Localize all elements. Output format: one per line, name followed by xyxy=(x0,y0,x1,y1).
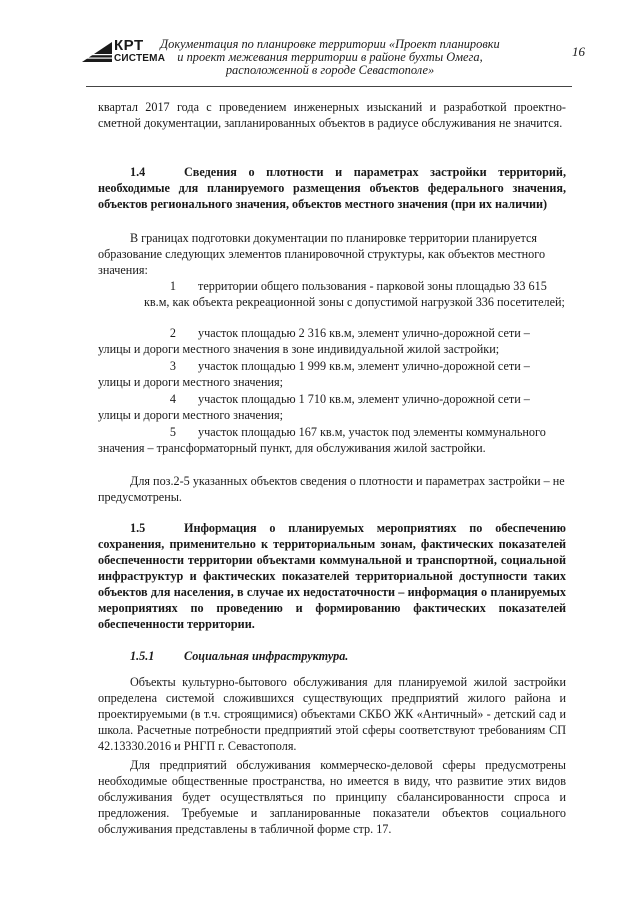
section-1-5-1-paragraph-2: Для предприятий обслуживания коммерческо-деловой сферы предусмотрены необходимые общественные пространства, но имеется в виду, что развитие этих видов обслуживания будет осуществляться по принципу сбалансированности спроса и предложения. Требуемые и запланированные показатели объектов социального обслуживания представлены в табличной форме стр. 17. xyxy=(98,758,566,836)
list-item-continuation: улицы и дороги местного значения; xyxy=(98,408,283,422)
section-1-4-title: Сведения о плотности и параметрах застройки территорий, необходимые для планируемого размещения объектов федерального значения, объектов регионального значения, объектов местного значения (при их наличии) xyxy=(98,165,566,211)
section-1-4-heading xyxy=(98,164,566,212)
list-item-text: участок площадью 2 316 кв.м, элемент улично-дорожной сети – xyxy=(198,326,530,340)
list-item-number: 4 xyxy=(169,392,176,406)
title-line-2: и проект межевания территории в районе бухты Омега, xyxy=(177,50,483,64)
list-item-text: участок площадью 167 кв.м, участок под элементы коммунального xyxy=(198,425,546,439)
title-line-1: Документация по планировке территории «Проект планировки xyxy=(160,37,500,51)
list-item-number: 5 xyxy=(169,425,176,439)
list-item-number: 2 xyxy=(169,326,176,340)
logo-text-bottom: СИСТЕМА xyxy=(114,53,166,64)
page-number: 16 xyxy=(572,44,585,59)
list-item-continuation: кв.м, как объекта рекреационной зоны с допустимой нагрузкой 336 посетителей; xyxy=(144,295,565,309)
header-divider xyxy=(86,86,572,87)
list-item-text: участок площадью 1 999 кв.м, элемент улично-дорожной сети – xyxy=(198,359,530,373)
logo-text-top: КРТ xyxy=(114,37,144,54)
list-item-continuation: улицы и дороги местного значения в зоне индивидуальной жилой застройки; xyxy=(98,342,500,356)
list-item xyxy=(98,391,566,423)
list-item-continuation: значения – трансформаторный пункт, для обслуживания жилой застройки. xyxy=(98,441,486,455)
list-item-text: территории общего пользования - парковой зоны площадью 33 615 xyxy=(198,279,547,293)
section-1-5-1-title: Социальная инфраструктура. xyxy=(184,649,349,663)
section-1-5-1-number: 1.5.1 xyxy=(130,649,155,663)
list-item xyxy=(98,325,566,357)
list-item xyxy=(98,278,566,310)
section-1-4-lead: В границах подготовки документации по планировке территории планируется образование следующих элементов планировочной структуры, как объектов местного значения: xyxy=(98,231,546,277)
section-1-5-1-heading xyxy=(98,648,566,664)
section-1-5-1-paragraph-1: Объекты культурно-бытового обслуживания для планируемой жилой застройки определена системой сложившихся существующих предприятий жилого района и проектируемыми (в т.ч. строящимися) объектами СКБО ЖК «Античный» - детский сад и школа. Расчетные потребности предприятий этой сферы соответствуют требованиям СП 42.13330.2016 и РНГП г. Севастополя. xyxy=(98,675,566,753)
intro-paragraph: квартал 2017 года с проведением инженерных изысканий и разработкой проектно-сметной документации, запланированных объектов в радиусе обслуживания не значится. xyxy=(98,100,566,130)
list-item-continuation: улицы и дороги местного значения; xyxy=(98,375,283,389)
company-logo xyxy=(82,37,166,68)
list-item-number: 1 xyxy=(169,279,176,293)
logo-mark-icon xyxy=(82,42,112,62)
section-1-5-number: 1.5 xyxy=(130,521,146,535)
list-item-text: участок площадью 1 710 кв.м, элемент улично-дорожной сети – xyxy=(198,392,530,406)
section-1-4-number: 1.4 xyxy=(130,165,146,179)
document-title xyxy=(160,38,500,77)
title-line-3: расположенной в городе Севастополе» xyxy=(225,63,435,77)
list-item xyxy=(98,424,566,456)
section-1-5-heading xyxy=(98,520,566,632)
list-item-number: 3 xyxy=(169,359,176,373)
section-1-5-title: Информация о планируемых мероприятиях по обеспечению сохранения, применительно к территориальным зонам, фактических показателей обеспеченности территории объектами коммунальной и транспортной, социальной инфраструктур и фактических показателей территориальной доступности таких объектов для населения, в случае их недостаточности – информация о планируемых мероприятиях по проведению и формированию фактических показателей обеспеченности территории. xyxy=(98,521,566,631)
section-1-4-note: Для поз.2-5 указанных объектов сведения о плотности и параметрах застройки – не предусмотрены. xyxy=(98,474,565,504)
list-item xyxy=(98,358,566,390)
